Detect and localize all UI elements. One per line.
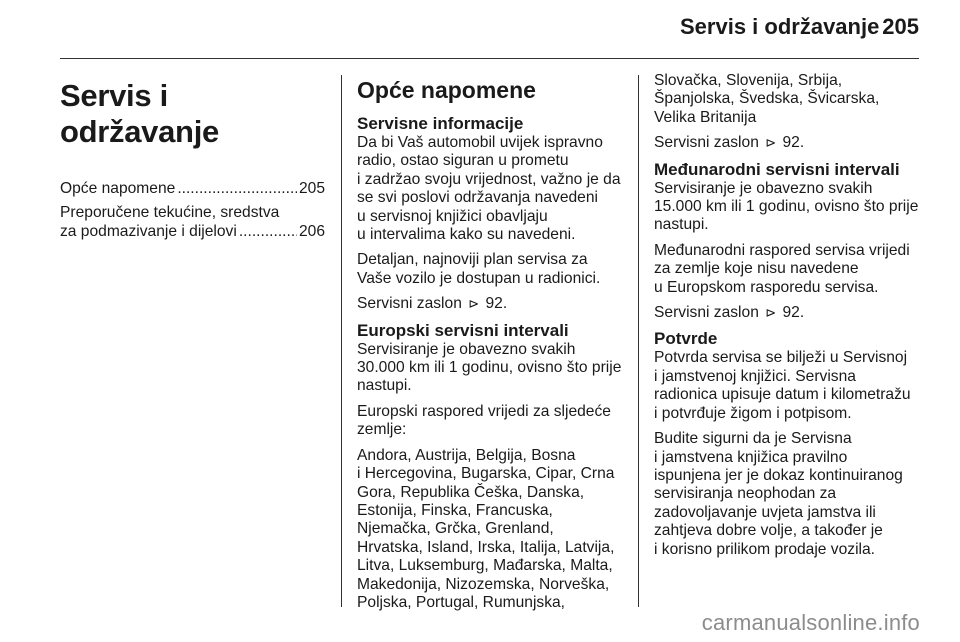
text-line: radionica upisuje datum i kilometražu — [654, 386, 911, 404]
toc-leader-dots — [177, 180, 297, 198]
paragraph — [357, 447, 625, 613]
chapter-title: Servis i održavanje — [60, 78, 219, 149]
text-line: za zemlje koje nisu navedene — [654, 260, 859, 278]
text-line: ispunjena jer je dokaz kontinuiranog — [654, 466, 903, 484]
toc-entry-page: 205 — [298, 180, 325, 197]
text-line: Poljska, Portugal, Rumunjska, — [357, 593, 566, 611]
toc-entry[interactable] — [60, 204, 325, 241]
text-line: Slovačka, Slovenija, Srbija, — [654, 72, 843, 89]
subsection-title-potvrde: Potvrde — [654, 329, 718, 349]
text-line: Njemačka, Grčka, Grenland, — [357, 520, 554, 538]
paragraph — [357, 251, 625, 288]
text-line: Međunarodni raspored servisa vrijedi — [654, 241, 910, 259]
text-line: i korisno prilikom prodaje vozila. — [654, 540, 876, 558]
text-line: u servisnoj knjižici obavljaju — [357, 207, 548, 225]
toc-entry-label: Opće napomene — [60, 180, 176, 197]
text-line: Velika Britanija — [654, 108, 757, 126]
text-line: Europski raspored vrijedi za sljedeće — [357, 402, 611, 420]
text-line: Estonija, Finska, Francuska, — [357, 501, 553, 519]
text-line: 30.000 km ili 1 godinu, ovisno što prije — [357, 359, 622, 377]
cross-reference[interactable] — [357, 295, 625, 313]
text-line: nastupi. — [654, 216, 709, 234]
text-line: zadovoljavanje uvjeta jamstva ili — [654, 503, 876, 521]
text-line: i zadržao svoju vrijednost, važno je da — [357, 170, 621, 188]
text-line: i jamstvena knjižica pravilno — [654, 448, 848, 466]
text-line: i jamstvenoj knjižici. Servisna — [654, 367, 856, 385]
text-line: Španjolska, Švedska, Švicarska, — [654, 90, 880, 108]
column-rule-1 — [341, 75, 342, 607]
text-line: Detaljan, najnoviji plan servisa za — [357, 251, 588, 269]
text-line: zemlje: — [357, 421, 407, 439]
text-line: Litva, Luksemburg, Mađarska, Malta, — [357, 557, 613, 575]
reference-text: Servisni zaslon — [357, 295, 462, 313]
reference-text: Servisni zaslon — [654, 304, 759, 322]
section-title: Opće napomene — [357, 77, 536, 103]
page-number: 205 — [882, 14, 919, 39]
toc-leader-dots — [239, 223, 297, 241]
text-line: Makedonija, Nizozemska, Norveška, — [357, 575, 610, 593]
text-line: Servisiranje je obavezno svakih — [357, 340, 576, 358]
text-line: Potvrda servisa se bilježi u Servisnoj — [654, 349, 908, 367]
paragraph — [654, 180, 922, 235]
reference-page: 92. — [782, 134, 805, 152]
header-rule — [60, 58, 919, 59]
column-3 — [654, 70, 922, 566]
cross-reference[interactable] — [654, 134, 922, 152]
text-line: Budite sigurni da je Servisna — [654, 430, 852, 448]
text-line: zahtjeva dobre volje, a također je — [654, 522, 883, 540]
reference-text: Servisni zaslon — [654, 134, 759, 152]
paragraph — [357, 134, 625, 244]
text-line: i Hercegovina, Bugarska, Cipar, Crna — [357, 465, 615, 483]
text-line: Andora, Austrija, Belgija, Bosna — [357, 446, 576, 464]
subsection-title-servisne: Servisne informacije — [357, 114, 524, 133]
paragraph — [357, 341, 625, 396]
paragraph — [654, 242, 922, 297]
text-line: Vaše vozilo je dostupan u radionici. — [357, 269, 601, 287]
text-line: u intervalima kako su navedeni. — [357, 226, 576, 244]
column-1 — [60, 70, 325, 247]
text-line: servisiranja neophodan za — [654, 485, 837, 503]
text-line: i potvrđuje žigom i potpisom. — [654, 404, 852, 422]
toc-entry[interactable] — [60, 180, 325, 198]
text-line: se svi poslovi održavanja navedeni — [357, 189, 598, 207]
toc-entry-label: Preporučene tekućine, sredstva — [60, 204, 280, 222]
text-line: Servisiranje je obavezno svakih — [654, 179, 873, 197]
text-line: u Europskom rasporedu servisa. — [654, 278, 879, 296]
paragraph — [654, 349, 922, 423]
text-line: 15.000 km ili 1 godinu, ovisno što prije — [654, 198, 919, 216]
toc-entry-page: 206 — [298, 222, 325, 240]
cross-reference[interactable] — [654, 304, 922, 322]
toc-entry-label: za podmazivanje i dijelovi — [60, 222, 237, 240]
running-header-title: Servis i održavanje — [680, 14, 880, 39]
paragraph — [654, 72, 922, 127]
reference-arrow-icon: ⊳ — [765, 135, 777, 151]
text-line: radio, ostao siguran u prometu — [357, 152, 569, 170]
watermark: carmanualsonline.info — [701, 610, 920, 635]
reference-page: 92. — [782, 304, 805, 322]
subsection-title-medunarodni: Međunarodni servisni intervali — [654, 159, 900, 179]
reference-arrow-icon: ⊳ — [765, 305, 777, 321]
paragraph — [654, 430, 922, 559]
subsection-title-europski: Europski servisni intervali — [357, 320, 569, 340]
text-line: nastupi. — [357, 377, 412, 395]
reference-arrow-icon: ⊳ — [468, 296, 480, 312]
text-line: Gora, Republika Češka, Danska, — [357, 483, 585, 501]
text-line: Hrvatska, Island, Irska, Italija, Latvija, — [357, 538, 615, 556]
column-rule-2 — [638, 75, 639, 607]
text-line: Da bi Vaš automobil uvijek ispravno — [357, 134, 603, 151]
paragraph — [357, 403, 625, 440]
reference-page: 92. — [485, 295, 508, 313]
column-2 — [357, 70, 625, 619]
